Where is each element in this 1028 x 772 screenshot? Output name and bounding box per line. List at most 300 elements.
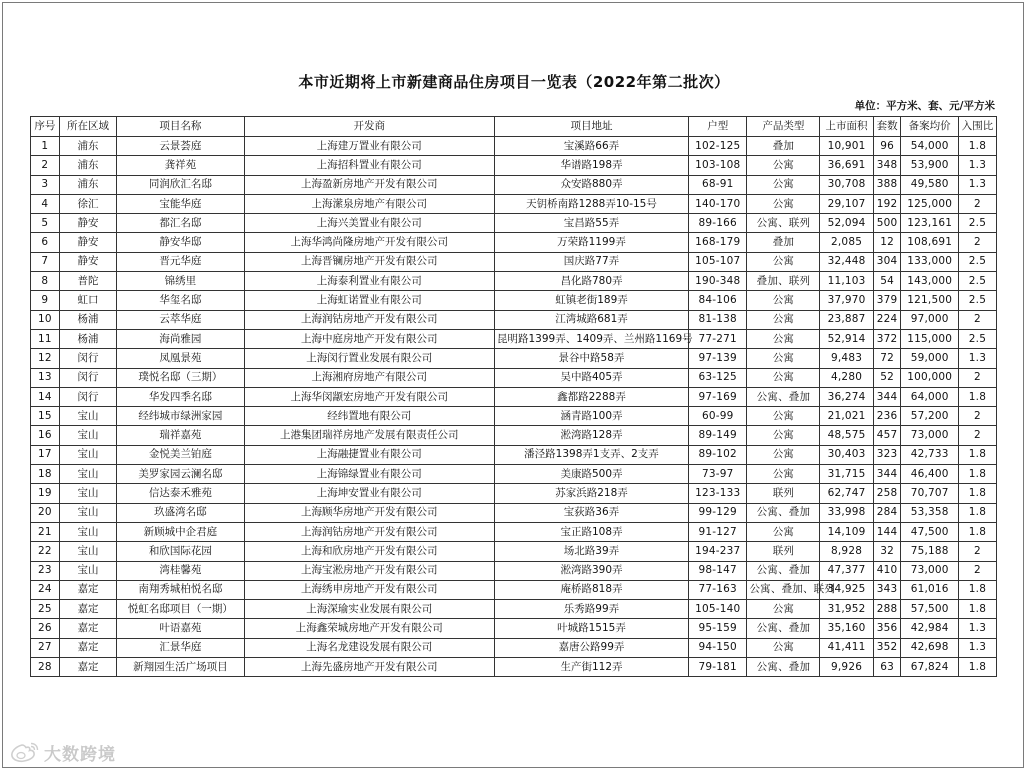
table-header-row: [31, 117, 997, 137]
cell-project-name: 南翔秀城柏悦名邸: [117, 580, 244, 599]
cell-developer: 上港集团瑞祥房地产发展有限责任公司: [244, 426, 494, 445]
cell-avg-price: 46,400: [901, 465, 958, 484]
cell-district: 浦东: [59, 175, 116, 194]
col-header: 户型: [688, 117, 747, 137]
cell-product-type: 公寓: [747, 522, 820, 541]
cell-unit-size: 89-102: [688, 445, 747, 464]
cell-area: 29,107: [820, 194, 873, 213]
cell-developer: 上海融捷置业有限公司: [244, 445, 494, 464]
cell-district: 浦东: [59, 137, 116, 156]
cell-project-name: 悦虹名邸项目（一期）: [117, 600, 244, 619]
cell-project-name: 信达泰禾雅苑: [117, 484, 244, 503]
cell-avg-price: 115,000: [901, 329, 958, 348]
cell-index: 22: [31, 542, 60, 561]
cell-product-type: 叠加: [747, 233, 820, 252]
cell-district: 浦东: [59, 156, 116, 175]
cell-index: 24: [31, 580, 60, 599]
cell-units: 348: [873, 156, 901, 175]
cell-avg-price: 133,000: [901, 252, 958, 271]
cell-units: 457: [873, 426, 901, 445]
housing-projects-table: [30, 116, 997, 677]
cell-district: 杨浦: [59, 310, 116, 329]
table-row: [31, 272, 997, 291]
cell-area: 37,970: [820, 291, 873, 310]
cell-area: 2,085: [820, 233, 873, 252]
weibo-icon: [10, 741, 40, 763]
cell-product-type: 公寓、叠加: [747, 503, 820, 522]
cell-unit-size: 79-181: [688, 658, 747, 677]
cell-index: 28: [31, 658, 60, 677]
cell-district: 闵行: [59, 387, 116, 406]
cell-units: 236: [873, 407, 901, 426]
col-header: 上市面积: [820, 117, 873, 137]
cell-product-type: 公寓: [747, 310, 820, 329]
cell-area: 52,914: [820, 329, 873, 348]
cell-index: 4: [31, 194, 60, 213]
cell-unit-size: 190-348: [688, 272, 747, 291]
cell-address: 涵青路100弄: [494, 407, 688, 426]
cell-area: 14,109: [820, 522, 873, 541]
cell-district: 闵行: [59, 349, 116, 368]
table-row: [31, 407, 997, 426]
cell-area: 10,901: [820, 137, 873, 156]
table-row: [31, 600, 997, 619]
cell-avg-price: 123,161: [901, 214, 958, 233]
cell-ratio: 2: [958, 426, 996, 445]
cell-project-name: 叶语嘉苑: [117, 619, 244, 638]
cell-avg-price: 73,000: [901, 561, 958, 580]
cell-area: 23,887: [820, 310, 873, 329]
cell-district: 嘉定: [59, 638, 116, 657]
cell-area: 31,952: [820, 600, 873, 619]
cell-developer: 上海晋镧房地产开发有限公司: [244, 252, 494, 271]
cell-project-name: 湾桂馨苑: [117, 561, 244, 580]
cell-area: 8,928: [820, 542, 873, 561]
cell-avg-price: 57,500: [901, 600, 958, 619]
cell-product-type: 联列: [747, 542, 820, 561]
cell-index: 21: [31, 522, 60, 541]
cell-area: 31,715: [820, 465, 873, 484]
cell-developer: 上海兴美置业有限公司: [244, 214, 494, 233]
cell-unit-size: 63-125: [688, 368, 747, 387]
cell-project-name: 玖盛湾名邸: [117, 503, 244, 522]
table-row: [31, 349, 997, 368]
cell-address: 众安路880弄: [494, 175, 688, 194]
cell-address: 美康路500弄: [494, 465, 688, 484]
cell-unit-size: 105-107: [688, 252, 747, 271]
cell-unit-size: 68-91: [688, 175, 747, 194]
cell-address: 昆明路1399弄、1409弄、兰州路1169号: [494, 329, 688, 348]
cell-area: 33,998: [820, 503, 873, 522]
col-header: 项目地址: [494, 117, 688, 137]
cell-area: 11,103: [820, 272, 873, 291]
cell-project-name: 华玺名邸: [117, 291, 244, 310]
cell-address: 宝溪路66弄: [494, 137, 688, 156]
cell-developer: 上海闵行置业发展有限公司: [244, 349, 494, 368]
cell-address: 淞湾路390弄: [494, 561, 688, 580]
cell-district: 嘉定: [59, 600, 116, 619]
cell-product-type: 公寓: [747, 175, 820, 194]
cell-units: 388: [873, 175, 901, 194]
cell-avg-price: 61,016: [901, 580, 958, 599]
cell-district: 静安: [59, 233, 116, 252]
cell-product-type: 公寓: [747, 349, 820, 368]
cell-area: 62,747: [820, 484, 873, 503]
cell-area: 32,448: [820, 252, 873, 271]
cell-developer: 上海招科置业有限公司: [244, 156, 494, 175]
cell-developer: 上海深瑜实业发展有限公司: [244, 600, 494, 619]
cell-district: 宝山: [59, 465, 116, 484]
cell-area: 4,280: [820, 368, 873, 387]
cell-ratio: 1.8: [958, 387, 996, 406]
cell-index: 13: [31, 368, 60, 387]
cell-area: 30,403: [820, 445, 873, 464]
cell-unit-size: 89-149: [688, 426, 747, 445]
cell-developer: 上海名龙建设发展有限公司: [244, 638, 494, 657]
cell-avg-price: 67,824: [901, 658, 958, 677]
cell-ratio: 2: [958, 561, 996, 580]
cell-product-type: 公寓: [747, 252, 820, 271]
cell-unit-size: 140-170: [688, 194, 747, 213]
cell-district: 宝山: [59, 426, 116, 445]
cell-unit-size: 105-140: [688, 600, 747, 619]
cell-developer: 上海顾华房地产开发有限公司: [244, 503, 494, 522]
cell-avg-price: 54,000: [901, 137, 958, 156]
cell-address: 宝正路108弄: [494, 522, 688, 541]
cell-district: 静安: [59, 214, 116, 233]
cell-avg-price: 75,188: [901, 542, 958, 561]
table-row: [31, 291, 997, 310]
cell-product-type: 公寓: [747, 291, 820, 310]
cell-units: 379: [873, 291, 901, 310]
cell-index: 9: [31, 291, 60, 310]
cell-index: 1: [31, 137, 60, 156]
cell-product-type: 公寓、叠加: [747, 387, 820, 406]
cell-unit-size: 103-108: [688, 156, 747, 175]
cell-address: 庵桥路818弄: [494, 580, 688, 599]
cell-project-name: 静安华邸: [117, 233, 244, 252]
cell-developer: 上海坤安置业有限公司: [244, 484, 494, 503]
cell-avg-price: 125,000: [901, 194, 958, 213]
cell-district: 嘉定: [59, 619, 116, 638]
cell-avg-price: 73,000: [901, 426, 958, 445]
cell-district: 普陀: [59, 272, 116, 291]
cell-district: 宝山: [59, 407, 116, 426]
cell-unit-size: 81-138: [688, 310, 747, 329]
cell-area: 47,377: [820, 561, 873, 580]
table-row: [31, 503, 997, 522]
cell-ratio: 2: [958, 194, 996, 213]
col-header: 序号: [31, 117, 60, 137]
cell-district: 嘉定: [59, 580, 116, 599]
cell-index: 18: [31, 465, 60, 484]
cell-area: 30,708: [820, 175, 873, 194]
cell-ratio: 1.8: [958, 484, 996, 503]
cell-project-name: 云萃华庭: [117, 310, 244, 329]
cell-developer: 上海泰利置业有限公司: [244, 272, 494, 291]
cell-project-name: 新翔园生活广场项目: [117, 658, 244, 677]
cell-address: 景谷中路58弄: [494, 349, 688, 368]
cell-index: 6: [31, 233, 60, 252]
cell-project-name: 云景荟庭: [117, 137, 244, 156]
cell-area: 34,925: [820, 580, 873, 599]
cell-units: 72: [873, 349, 901, 368]
cell-project-name: 海尚雅园: [117, 329, 244, 348]
cell-unit-size: 77-271: [688, 329, 747, 348]
cell-developer: 上海潆泉房地产有限公司: [244, 194, 494, 213]
cell-project-name: 金悦美兰铂庭: [117, 445, 244, 464]
cell-avg-price: 121,500: [901, 291, 958, 310]
cell-avg-price: 57,200: [901, 407, 958, 426]
table-row: [31, 310, 997, 329]
cell-area: 35,160: [820, 619, 873, 638]
cell-ratio: 2.5: [958, 329, 996, 348]
col-header: 入围比: [958, 117, 996, 137]
table-row: [31, 252, 997, 271]
table-row: [31, 561, 997, 580]
cell-unit-size: 102-125: [688, 137, 747, 156]
cell-address: 国庆路77弄: [494, 252, 688, 271]
cell-unit-size: 77-163: [688, 580, 747, 599]
cell-area: 9,483: [820, 349, 873, 368]
cell-address: 虹镇老街189弄: [494, 291, 688, 310]
watermark-text: 大数跨境: [44, 744, 116, 765]
col-header: 所在区域: [59, 117, 116, 137]
cell-units: 52: [873, 368, 901, 387]
cell-avg-price: 42,984: [901, 619, 958, 638]
cell-developer: 上海中庭房地产开发有限公司: [244, 329, 494, 348]
cell-developer: 上海和欣房地产开发有限公司: [244, 542, 494, 561]
cell-avg-price: 64,000: [901, 387, 958, 406]
cell-avg-price: 100,000: [901, 368, 958, 387]
cell-ratio: 1.3: [958, 619, 996, 638]
table-row: [31, 638, 997, 657]
cell-ratio: 1.8: [958, 137, 996, 156]
cell-ratio: 1.8: [958, 503, 996, 522]
cell-area: 52,094: [820, 214, 873, 233]
cell-project-name: 美罗家园云澜名邸: [117, 465, 244, 484]
cell-ratio: 1.3: [958, 349, 996, 368]
cell-developer: 上海宝淞房地产开发有限公司: [244, 561, 494, 580]
cell-avg-price: 53,900: [901, 156, 958, 175]
cell-avg-price: 143,000: [901, 272, 958, 291]
cell-product-type: 叠加、联列: [747, 272, 820, 291]
cell-ratio: 1.8: [958, 658, 996, 677]
cell-developer: 上海润钴房地产开发有限公司: [244, 310, 494, 329]
cell-developer: 上海绣申房地产开发有限公司: [244, 580, 494, 599]
cell-district: 杨浦: [59, 329, 116, 348]
cell-product-type: 公寓: [747, 156, 820, 175]
cell-area: 9,926: [820, 658, 873, 677]
cell-avg-price: 108,691: [901, 233, 958, 252]
cell-index: 27: [31, 638, 60, 657]
cell-address: 万荣路1199弄: [494, 233, 688, 252]
cell-project-name: 华发四季名邸: [117, 387, 244, 406]
cell-unit-size: 89-166: [688, 214, 747, 233]
cell-district: 嘉定: [59, 658, 116, 677]
cell-unit-size: 84-106: [688, 291, 747, 310]
cell-units: 410: [873, 561, 901, 580]
cell-developer: 上海润钴房地产开发有限公司: [244, 522, 494, 541]
table-row: [31, 445, 997, 464]
cell-district: 宝山: [59, 561, 116, 580]
cell-avg-price: 53,358: [901, 503, 958, 522]
cell-units: 144: [873, 522, 901, 541]
cell-developer: 上海湘府房地产有限公司: [244, 368, 494, 387]
cell-product-type: 公寓、联列: [747, 214, 820, 233]
cell-project-name: 晋元华庭: [117, 252, 244, 271]
cell-index: 11: [31, 329, 60, 348]
table-row: [31, 658, 997, 677]
col-header: 项目名称: [117, 117, 244, 137]
cell-index: 12: [31, 349, 60, 368]
cell-index: 3: [31, 175, 60, 194]
cell-product-type: 公寓: [747, 426, 820, 445]
cell-ratio: 1.8: [958, 522, 996, 541]
cell-project-name: 都汇名邸: [117, 214, 244, 233]
cell-address: 宝荻路36弄: [494, 503, 688, 522]
cell-address: 鑫都路2288弄: [494, 387, 688, 406]
cell-units: 288: [873, 600, 901, 619]
cell-developer: 上海虹诺置业有限公司: [244, 291, 494, 310]
cell-project-name: 璞悦名邸（三期）: [117, 368, 244, 387]
cell-product-type: 公寓、叠加: [747, 619, 820, 638]
cell-product-type: 叠加: [747, 137, 820, 156]
cell-ratio: 2: [958, 233, 996, 252]
table-row: [31, 194, 997, 213]
cell-units: 352: [873, 638, 901, 657]
cell-index: 17: [31, 445, 60, 464]
cell-address: 宝昌路55弄: [494, 214, 688, 233]
cell-address: 淞湾路128弄: [494, 426, 688, 445]
cell-project-name: 龚祥苑: [117, 156, 244, 175]
cell-address: 苏家浜路218弄: [494, 484, 688, 503]
cell-developer: 上海锦绿置业有限公司: [244, 465, 494, 484]
cell-address: 嘉唐公路99弄: [494, 638, 688, 657]
cell-unit-size: 73-97: [688, 465, 747, 484]
cell-units: 96: [873, 137, 901, 156]
cell-product-type: 公寓: [747, 465, 820, 484]
cell-index: 7: [31, 252, 60, 271]
cell-product-type: 公寓: [747, 600, 820, 619]
cell-district: 宝山: [59, 445, 116, 464]
cell-ratio: 1.3: [958, 156, 996, 175]
cell-ratio: 2.5: [958, 252, 996, 271]
cell-district: 宝山: [59, 484, 116, 503]
table-row: [31, 387, 997, 406]
cell-units: 372: [873, 329, 901, 348]
cell-units: 224: [873, 310, 901, 329]
cell-avg-price: 97,000: [901, 310, 958, 329]
cell-address: 场北路39弄: [494, 542, 688, 561]
col-header: 产品类型: [747, 117, 820, 137]
cell-address: 昌化路780弄: [494, 272, 688, 291]
cell-units: 192: [873, 194, 901, 213]
cell-index: 8: [31, 272, 60, 291]
cell-ratio: 1.8: [958, 465, 996, 484]
cell-avg-price: 42,733: [901, 445, 958, 464]
cell-project-name: 宝能华庭: [117, 194, 244, 213]
table-row: [31, 214, 997, 233]
cell-developer: 上海华鸿尚隆房地产开发有限公司: [244, 233, 494, 252]
cell-unit-size: 91-127: [688, 522, 747, 541]
cell-units: 258: [873, 484, 901, 503]
cell-address: 吴中路405弄: [494, 368, 688, 387]
cell-units: 356: [873, 619, 901, 638]
cell-project-name: 瑞祥嘉苑: [117, 426, 244, 445]
cell-ratio: 2.5: [958, 291, 996, 310]
cell-units: 344: [873, 387, 901, 406]
cell-project-name: 和欣国际花园: [117, 542, 244, 561]
document-title: 本市近期将上市新建商品住房项目一览表（2022年第二批次）: [298, 73, 730, 91]
cell-ratio: 1.3: [958, 638, 996, 657]
cell-index: 20: [31, 503, 60, 522]
cell-unit-size: 194-237: [688, 542, 747, 561]
cell-address: 天钥桥南路1288弄10-15号: [494, 194, 688, 213]
cell-address: 乐秀路99弄: [494, 600, 688, 619]
cell-unit-size: 168-179: [688, 233, 747, 252]
cell-project-name: 新顾城中企君庭: [117, 522, 244, 541]
table-body: [31, 137, 997, 677]
cell-avg-price: 49,580: [901, 175, 958, 194]
cell-address: 生产街112弄: [494, 658, 688, 677]
cell-project-name: 经纬城市绿洲家园: [117, 407, 244, 426]
cell-index: 16: [31, 426, 60, 445]
cell-units: 54: [873, 272, 901, 291]
cell-units: 284: [873, 503, 901, 522]
cell-area: 36,274: [820, 387, 873, 406]
cell-product-type: 公寓: [747, 329, 820, 348]
cell-index: 2: [31, 156, 60, 175]
cell-index: 19: [31, 484, 60, 503]
table-row: [31, 368, 997, 387]
cell-unit-size: 95-159: [688, 619, 747, 638]
cell-ratio: 2: [958, 407, 996, 426]
cell-project-name: 汇景华庭: [117, 638, 244, 657]
cell-ratio: 2.5: [958, 272, 996, 291]
col-header: 开发商: [244, 117, 494, 137]
cell-product-type: 公寓: [747, 638, 820, 657]
cell-developer: 上海建万置业有限公司: [244, 137, 494, 156]
table-row: [31, 580, 997, 599]
cell-units: 323: [873, 445, 901, 464]
cell-avg-price: 42,698: [901, 638, 958, 657]
cell-product-type: 公寓: [747, 368, 820, 387]
cell-units: 32: [873, 542, 901, 561]
cell-unit-size: 97-139: [688, 349, 747, 368]
cell-project-name: 凤凰景苑: [117, 349, 244, 368]
cell-ratio: 2.5: [958, 214, 996, 233]
cell-units: 344: [873, 465, 901, 484]
cell-area: 36,691: [820, 156, 873, 175]
table-row: [31, 137, 997, 156]
cell-units: 500: [873, 214, 901, 233]
table-row: [31, 542, 997, 561]
cell-unit-size: 123-133: [688, 484, 747, 503]
cell-units: 343: [873, 580, 901, 599]
cell-unit-size: 98-147: [688, 561, 747, 580]
cell-unit-size: 60-99: [688, 407, 747, 426]
cell-product-type: 公寓、叠加、联列: [747, 580, 820, 599]
cell-index: 25: [31, 600, 60, 619]
cell-product-type: 公寓、叠加: [747, 658, 820, 677]
table-row: [31, 619, 997, 638]
cell-address: 江湾城路681弄: [494, 310, 688, 329]
cell-ratio: 1.8: [958, 445, 996, 464]
cell-product-type: 公寓: [747, 194, 820, 213]
cell-product-type: 公寓: [747, 407, 820, 426]
cell-area: 48,575: [820, 426, 873, 445]
